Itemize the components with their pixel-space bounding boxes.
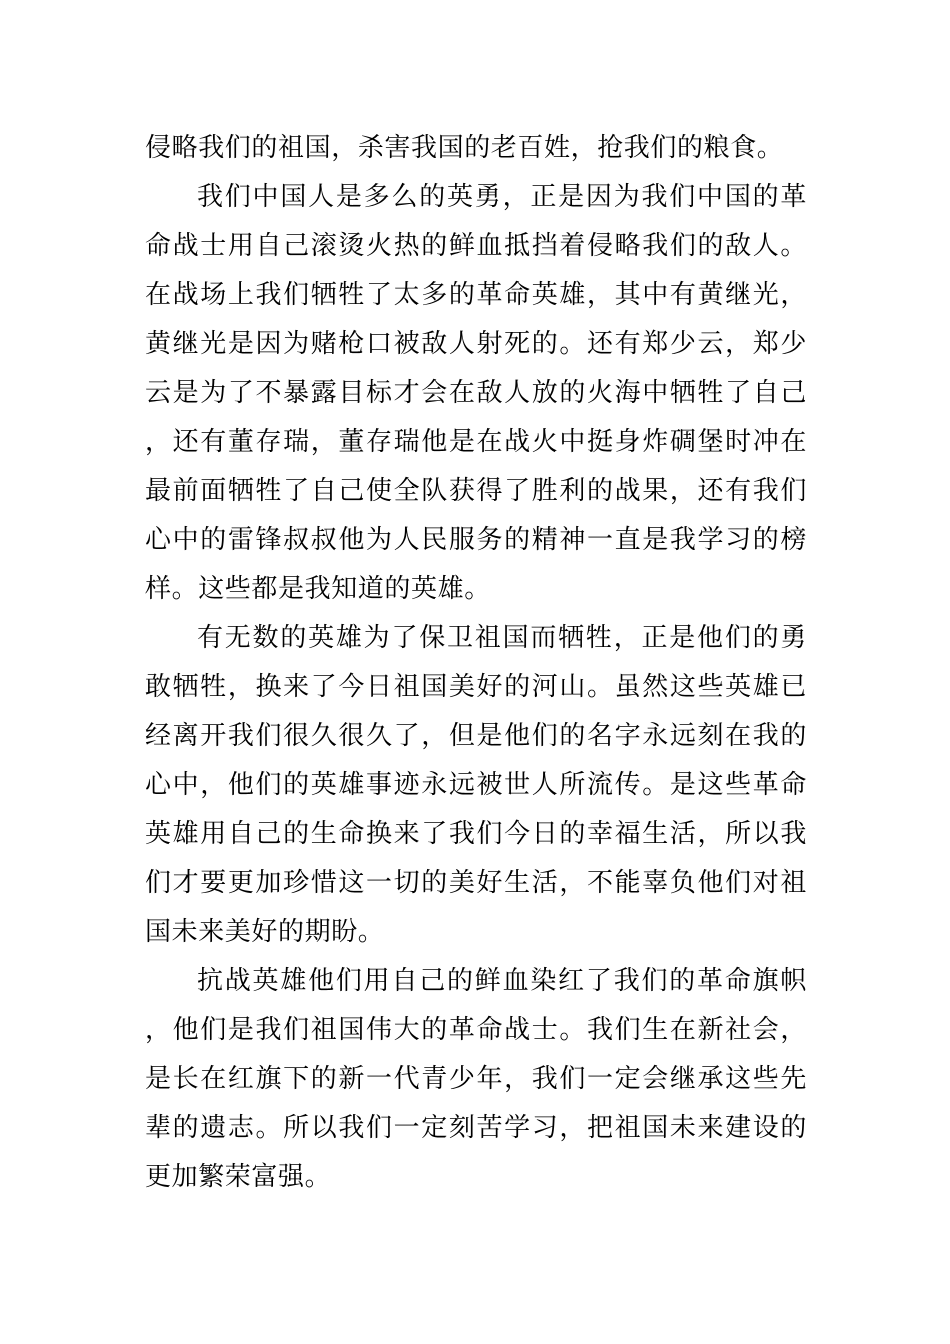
paragraph-3: 有无数的英雄为了保卫祖国而牺牲，正是他们的勇敢牺牲，换来了今日祖国美好的河山。虽然这些英雄已经离开我们很久很久了，但是他们的名字永远刻在我的心中，他们的英雄事迹永远被世人所流传。是这些革命英雄用自己的生命换来了我们今日的幸福生活，所以我们才要更加珍惜这一切的美好生活，不能辜负他们对祖国未来美好的期盼。 bbox=[145, 623, 807, 947]
paragraph-1: 侵略我们的祖国，杀害我国的老百姓，抢我们的粮食。 bbox=[145, 133, 784, 163]
document-body bbox=[145, 124, 807, 1202]
paragraph-2: 我们中国人是多么的英勇，正是因为我们中国的革命战士用自己滚烫火热的鲜血抵挡着侵略我们的敌人。在战场上我们牺牲了太多的革命英雄，其中有黄继光，黄继光是因为赌枪口被敌人射死的。还有郑少云，郑少云是为了不暴露目标才会在敌人放的火海中牺牲了自己，还有董存瑞，董存瑞他是在战火中挺身炸碉堡时冲在最前面牺牲了自己使全队获得了胜利的战果，还有我们心中的雷锋叔叔他为人民服务的精神一直是我学习的榜样。这些都是我知道的英雄。 bbox=[145, 182, 807, 604]
paragraph-4: 抗战英雄他们用自己的鲜血染红了我们的革命旗帜，他们是我们祖国伟大的革命战士。我们生在新社会，是长在红旗下的新一代青少年，我们一定会继承这些先辈的遗志。所以我们一定刻苦学习，把祖国未来建设的更加繁荣富强。 bbox=[145, 966, 807, 1192]
